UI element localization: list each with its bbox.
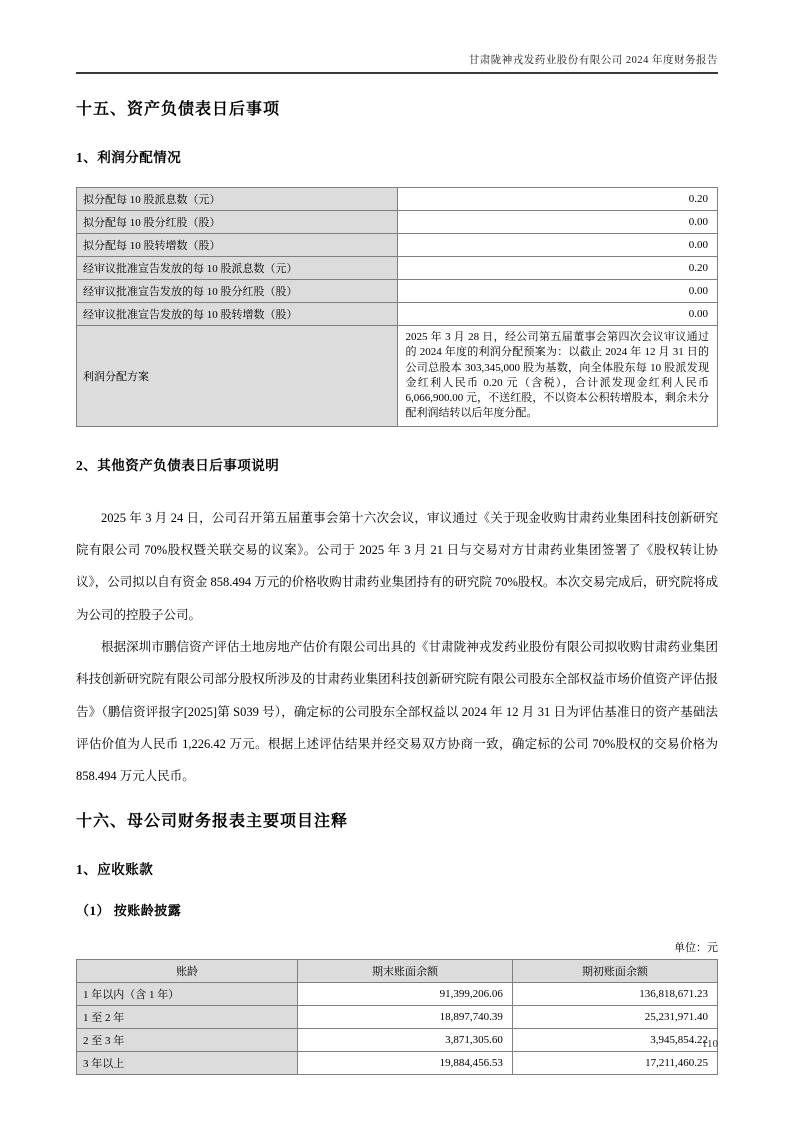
row-value: 0.20 (397, 257, 718, 280)
section-15-title: 十五、资产负债表日后事项 (76, 101, 281, 118)
profit-distribution-title: 1、利润分配情况 (76, 150, 182, 165)
document-header (76, 52, 718, 74)
other-events-body (76, 502, 718, 793)
table-row (77, 188, 718, 211)
page-number: 110 (701, 1038, 718, 1050)
row-value: 0.00 (397, 211, 718, 234)
table-row (77, 1029, 718, 1052)
aging-bucket: 1 至 2 年 (77, 1006, 298, 1029)
closing-balance: 91,399,206.06 (298, 983, 513, 1006)
row-value: 0.00 (397, 280, 718, 303)
closing-balance: 18,897,740.39 (298, 1006, 513, 1029)
row-label: 拟分配每 10 股分红股（股） (77, 211, 398, 234)
row-label: 经审议批准宣告发放的每 10 股分红股（股） (77, 280, 398, 303)
unit-label: 单位：元 (674, 942, 718, 955)
row-value: 0.00 (397, 303, 718, 326)
table-row-plan (77, 326, 718, 427)
closing-balance: 3,871,305.60 (298, 1029, 513, 1052)
opening-balance: 17,211,460.25 (512, 1052, 717, 1075)
table-row (77, 211, 718, 234)
table-row (77, 234, 718, 257)
opening-balance: 136,818,671.23 (512, 983, 717, 1006)
opening-balance: 25,231,971.40 (512, 1006, 717, 1029)
opening-balance: 3,945,854.22 (512, 1029, 717, 1052)
report-title: 甘肃陇神戎发药业股份有限公司 2024 年度财务报告 (468, 55, 718, 66)
aging-disclosure-title: （1） 按账龄披露 (76, 903, 182, 919)
other-events-title: 2、其他资产负债表日后事项说明 (76, 457, 280, 473)
row-value: 0.00 (397, 234, 718, 257)
row-label: 经审议批准宣告发放的每 10 股派息数（元） (77, 257, 398, 280)
receivables-title: 1、应收账款 (76, 862, 154, 878)
closing-balance: 19,884,456.53 (298, 1052, 513, 1075)
table-header-row (77, 960, 718, 983)
section-16-title: 十六、母公司财务报表主要项目注释 (76, 813, 349, 831)
aging-bucket: 3 年以上 (77, 1052, 298, 1075)
table-row (77, 303, 718, 326)
row-label: 拟分配每 10 股派息数（元） (77, 188, 398, 211)
table-row (77, 280, 718, 303)
aging-bucket: 2 至 3 年 (77, 1029, 298, 1052)
table-row (77, 1052, 718, 1075)
aging-bucket: 1 年以内（含 1 年） (77, 983, 298, 1006)
col-header-aging: 账龄 (77, 960, 298, 983)
paragraph: 2025 年 3 月 24 日，公司召开第五届董事会第十六次会议，审议通过《关于现金收购甘肃药业集团科技创新研究院有限公司 70%股权暨关联交易的议案》。公司于 2025 年 3 月 21 日与交易对方甘肃药业集团签署了《股权转让协议》，公司拟以自有资金 858.494 万元的价格收购甘肃药业集团持有的研究院 70%股权。本次交易完成后，研究院将成为公司的控股子公司。 (76, 510, 718, 622)
table-row (77, 257, 718, 280)
row-label: 经审议批准宣告发放的每 10 股转增数（股） (77, 303, 398, 326)
plan-text: 2025 年 3 月 28 日，经公司第五届董事会第四次会议审议通过的 2024 年度的利润分配预案为：以截止 2024 年 12 月 31 日的公司总股本 303,345,000 股为基数，向全体股东每 10 股派发现金红利人民币 0.20 元（含税），合计派发现金红利人民币 6,066,900.00 元，不送红股，不以资本公积转增股本，剩余未分配利润结转以后年度分配。 (397, 326, 718, 427)
profit-distribution-table (76, 187, 718, 427)
col-header-closing-balance: 期末账面余额 (298, 960, 513, 983)
table-row (77, 1006, 718, 1029)
receivables-aging-table (76, 959, 718, 1075)
row-label: 拟分配每 10 股转增数（股） (77, 234, 398, 257)
table-row (77, 983, 718, 1006)
row-value: 0.20 (397, 188, 718, 211)
paragraph: 根据深圳市鹏信资产评估土地房地产估价有限公司出具的《甘肃陇神戎发药业股份有限公司拟收购甘肃药业集团科技创新研究院有限公司部分股权所涉及的甘肃药业集团科技创新研究院有限公司股东全部权益市场价值资产评估报告》（鹏信资评报字[2025]第 S039 号），确定标的公司股东全部权益以 2024 年 12 月 31 日为评估基准日的资产基础法评估价值为人民币 1,226.42 万元。根据上述评估结果并经交易双方协商一致，确定标的公司 70%股权的交易价格为 858.494 万元人民币。 (76, 639, 718, 784)
col-header-opening-balance: 期初账面余额 (512, 960, 717, 983)
plan-label: 利润分配方案 (77, 326, 398, 427)
